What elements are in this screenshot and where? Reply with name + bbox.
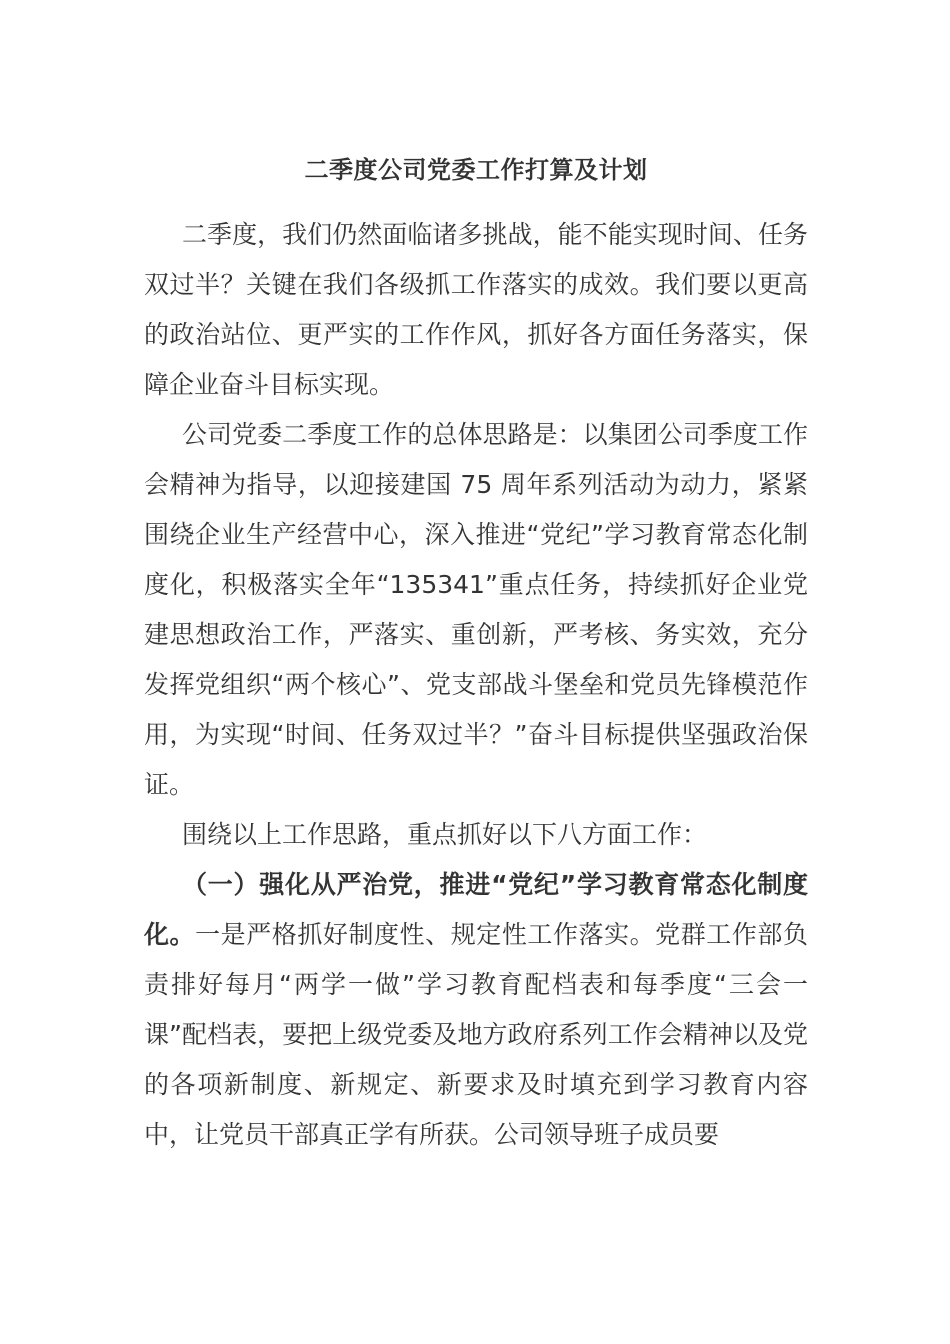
section-one-heading: （一）强化从严治党，推进“党纪”学习教育常态化制度化。 <box>144 870 808 949</box>
document-page <box>144 150 808 1160</box>
paragraph-eight-aspects <box>144 810 808 860</box>
paragraph-section-one <box>144 860 808 1160</box>
document-title: 二季度公司党委工作打算及计划 <box>304 156 648 184</box>
section-one-text: 一是严格抓好制度性、规定性工作落实。党群工作部负责排好每月“两学一做”学习教育配档表和每季度“三会一课”配档表，要把上级党委及地方政府系列工作会精神以及党的各项新制度、新规定、新要求及时填充到学习教育内容中，让党员干部真正学有所获。公司领导班子成员要 <box>144 920 808 1149</box>
paragraph-eight-aspects-text: 围绕以上工作思路，重点抓好以下八方面工作： <box>182 820 708 849</box>
paragraph-intro-text: 二季度，我们仍然面临诸多挑战，能不能实现时间、任务双过半？关键在我们各级抓工作落实的成效。我们要以更高的政治站位、更严实的工作作风，抓好各方面任务落实，保障企业奋斗目标实现。 <box>144 220 808 399</box>
paragraph-overall-approach <box>144 410 808 810</box>
paragraph-overall-approach-text: 公司党委二季度工作的总体思路是：以集团公司季度工作会精神为指导，以迎接建国 75 周年系列活动为动力，紧紧围绕企业生产经营中心，深入推进“党纪”学习教育常态化制度化，积极落实全年“135341”重点任务，持续抓好企业党建思想政治工作，严落实、重创新，严考核、务实效，充分发挥党组织“两个核心”、党支部战斗堡垒和党员先锋模范作用，为实现“时间、任务双过半？”奋斗目标提供坚强政治保证。 <box>144 420 808 799</box>
paragraph-intro <box>144 210 808 410</box>
